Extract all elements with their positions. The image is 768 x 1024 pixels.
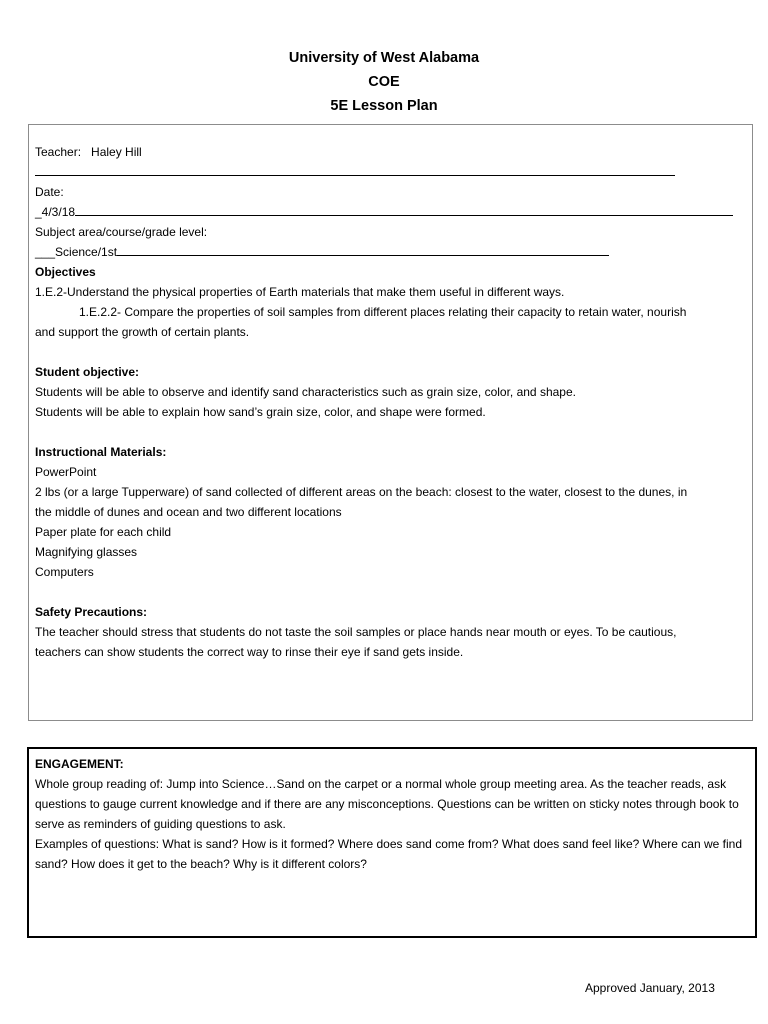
material-powerpoint: PowerPoint — [35, 465, 97, 479]
safety-line-2: teachers can show students the correct way to rinse their eye if sand gets inside. — [35, 645, 464, 659]
subject-underline — [117, 243, 609, 256]
student-objective-1: Students will be able to observe and identify sand characteristics such as grain size, color, and shape. — [35, 385, 576, 399]
engagement-content — [35, 754, 749, 874]
teacher-underline — [35, 163, 675, 176]
lesson-plan-info-content — [35, 142, 747, 662]
objective-2-line-1: 1.E.2.2- Compare the properties of soil samples from different places relating their capacity to retain water, nourish — [79, 305, 687, 319]
safety-line-1: The teacher should stress that students do not taste the soil samples or place hands near mouth or eyes. To be cautious, — [35, 625, 677, 639]
engagement-paragraph-2: Examples of questions: What is sand? How is it formed? Where does sand come from? What does sand feel like? Where can we find sand? How does it get to the beach? Why is it different colors? — [35, 837, 743, 871]
material-paper-plate: Paper plate for each child — [35, 525, 172, 539]
teacher-label: Teacher: — [35, 145, 82, 159]
date-value: _4/3/18 — [35, 205, 76, 219]
teacher-name: Haley Hill — [91, 145, 142, 159]
date-underline — [75, 203, 733, 216]
objective-1: 1.E.2-Understand the physical properties of Earth materials that make them useful in different ways. — [35, 285, 565, 299]
subject-value: ___Science/1st — [35, 245, 118, 259]
student-objective-2: Students will be able to explain how sand’s grain size, color, and shape were formed. — [35, 405, 486, 419]
materials-heading: Instructional Materials: — [35, 445, 167, 459]
engagement-heading: ENGAGEMENT: — [35, 757, 124, 771]
spacer — [35, 422, 747, 442]
college-title: COE — [368, 74, 400, 90]
lesson-plan-info-box — [28, 124, 753, 721]
spacer — [35, 582, 747, 602]
engagement-paragraph-1: Whole group reading of: Jump into Science…Sand on the carpet or a normal whole group meeting area. As the teacher reads, ask questions to gauge current knowledge and if there are any misconceptions. Questions can be written on sticky notes through book to serve as reminders of guiding questions to ask. — [35, 777, 739, 831]
student-objective-heading: Student objective: — [35, 365, 140, 379]
teacher-line — [35, 142, 747, 162]
document-header — [0, 46, 768, 118]
objective-2-line-2: and support the growth of certain plants. — [35, 325, 250, 339]
lesson-plan-title: 5E Lesson Plan — [330, 98, 438, 114]
objectives-heading: Objectives — [35, 265, 96, 279]
material-computers: Computers — [35, 565, 94, 579]
subject-line — [35, 242, 747, 262]
subject-label: Subject area/course/grade level: — [35, 225, 208, 239]
material-sand-line-2: the middle of dunes and ocean and two different locations — [35, 505, 342, 519]
material-sand-line-1: 2 lbs (or a large Tupperware) of sand collected of different areas on the beach: closest to the water, closest to the dunes, in — [35, 485, 688, 499]
material-magnifying-glasses: Magnifying glasses — [35, 545, 138, 559]
teacher-underline-line — [35, 162, 747, 182]
university-title: University of West Alabama — [288, 50, 480, 66]
engagement-box — [27, 747, 757, 938]
safety-heading: Safety Precautions: — [35, 605, 148, 619]
approval-footer: Approved January, 2013 — [585, 981, 715, 995]
spacer — [35, 342, 747, 362]
date-label: Date: — [35, 185, 64, 199]
date-line — [35, 202, 747, 222]
